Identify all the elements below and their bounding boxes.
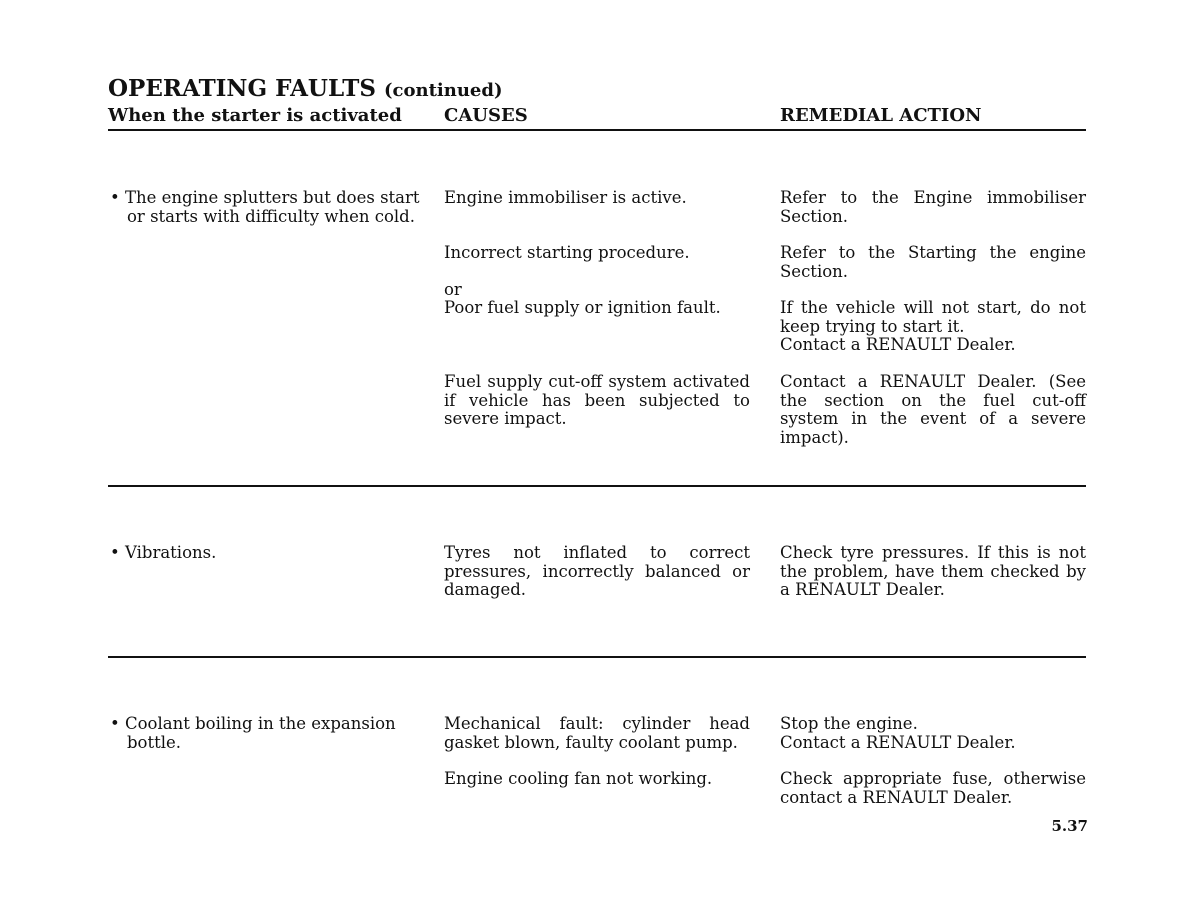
cause-or-prefix: or (444, 280, 462, 299)
remedy-block (780, 715, 1086, 752)
remedy-contact-text: Contact a RENAULT Dealer. (780, 335, 1016, 354)
causes-column-header: CAUSES (444, 105, 528, 126)
section-divider (108, 656, 1086, 658)
symptom-line: bottle. (127, 732, 182, 752)
remedy-text: Check appropriate fuse, otherwise contact a RENAULT Dealer. (780, 769, 1086, 807)
cause-text: Mechanical fault: cylinder head gasket blown, faulty coolant pump. (444, 714, 750, 752)
symptom-line: • Coolant boiling in the expansion (110, 714, 396, 733)
symptom-line: or starts with difficulty when cold. (127, 206, 415, 226)
remedy-text: Contact a RENAULT Dealer. (See the section on the fuel cut-off system in the event of a severe impact). (780, 372, 1086, 447)
remedy-text: Stop the engine. (780, 714, 918, 733)
cause-text: Engine cooling fan not working. (444, 769, 713, 788)
symptom-line: • The engine splutters but does start (110, 188, 420, 207)
page-title (108, 75, 502, 102)
cause-text: Incorrect starting procedure. (444, 243, 690, 262)
cause-text: Engine immobiliser is active. (444, 188, 687, 207)
remedy-text: If the vehicle will not start, do not keep trying to start it. (780, 298, 1086, 336)
page-title-suffix: (continued) (384, 80, 503, 101)
cause-text: Tyres not inflated to correct pressures, incorrectly balanced or damaged. (444, 543, 750, 599)
symptom-starting-difficulty (110, 188, 420, 226)
header-divider (108, 129, 1086, 131)
cause-text: Poor fuel supply or ignition fault. (444, 298, 721, 317)
remedial-column-header: REMEDIAL ACTION (780, 105, 982, 126)
remedy-text: Refer to the Engine immobiliser Section. (780, 188, 1086, 226)
remedy-contact-text: Contact a RENAULT Dealer. (780, 732, 1016, 752)
remedy-text: Refer to the Starting the engine Section. (780, 243, 1086, 281)
condition-column-header: When the starter is activated (108, 105, 402, 126)
page-title-text: OPERATING FAULTS (108, 75, 377, 102)
symptom-coolant-boiling (110, 715, 415, 752)
symptom-line: • Vibrations. (110, 543, 217, 562)
page-number: 5.37 (1051, 817, 1088, 835)
section-divider (108, 485, 1086, 487)
remedy-block (780, 299, 1086, 355)
remedy-text: Check tyre pressures. If this is not the problem, have them checked by a RENAULT Dealer. (780, 543, 1086, 599)
cause-text: Fuel supply cut-off system activated if vehicle has been subjected to severe impact. (444, 372, 750, 428)
symptom-vibrations (110, 544, 415, 563)
